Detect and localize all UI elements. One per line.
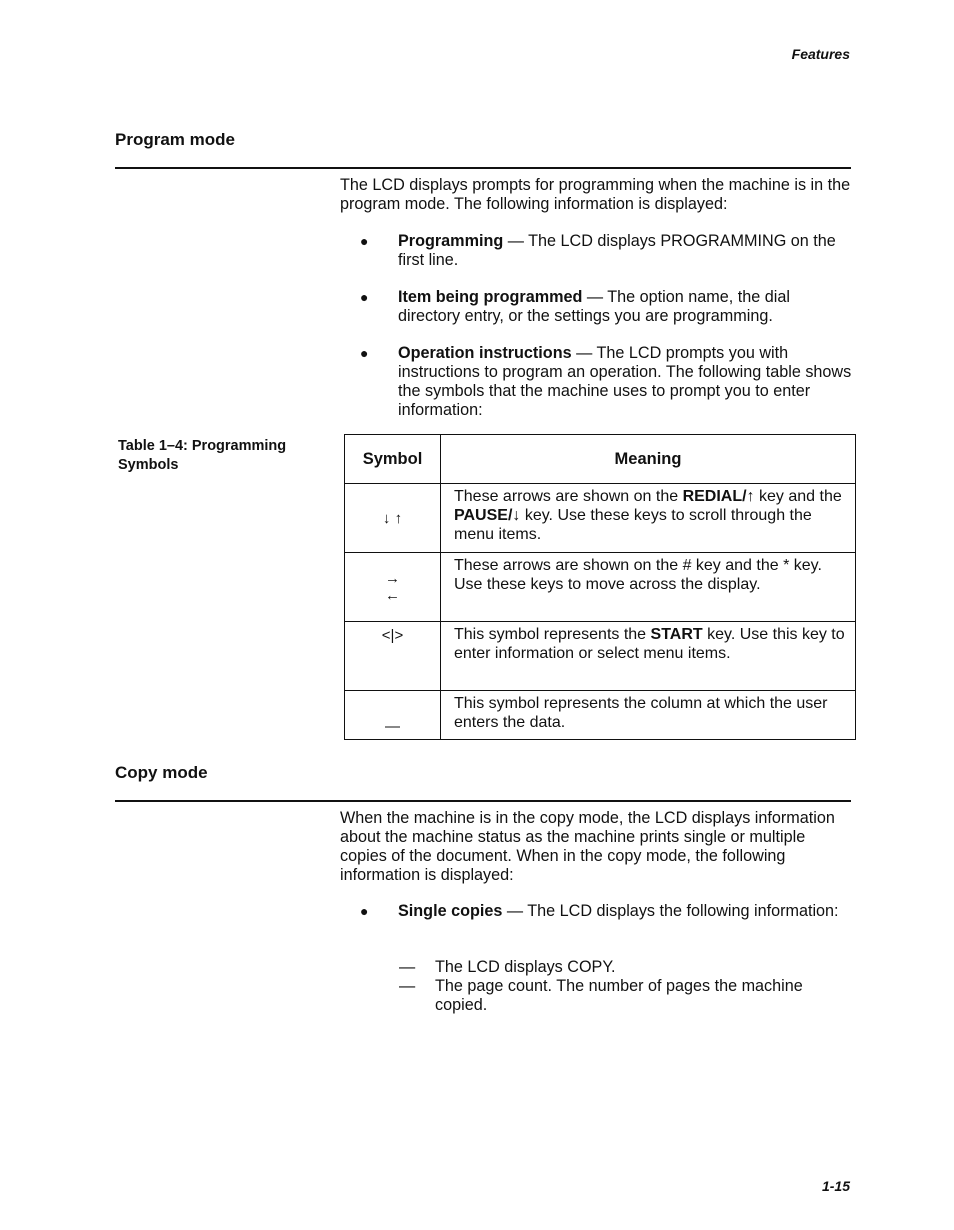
copy-mode-intro: When the machine is in the copy mode, the LCD displays information about the machine status as the machine prints single or multiple copies of the document. When in the copy mode, the following information is displayed:	[340, 809, 835, 884]
program-mode-bullets	[358, 232, 853, 438]
section-rule	[115, 800, 851, 802]
programming-symbols-table	[344, 434, 856, 740]
bullet-icon: ●	[360, 345, 369, 361]
meaning-cell: This symbol represents the column at which the user enters the data.	[441, 691, 856, 740]
meaning-cell: These arrows are shown on the # key and the * key. Use these keys to move across the display.	[441, 553, 856, 622]
program-mode-intro: The LCD displays prompts for programming when the machine is in the program mode. The following information is displayed:	[340, 176, 851, 213]
table-header-meaning: Meaning	[441, 435, 856, 484]
table-caption: Table 1–4: Programming Symbols	[118, 438, 287, 473]
symbol-cell: <|>	[345, 622, 441, 691]
table-row	[345, 622, 856, 691]
symbol-cell: —	[345, 691, 441, 740]
table-header-symbol: Symbol	[345, 435, 441, 484]
page-number: 1-15	[821, 1178, 850, 1194]
table-row	[345, 553, 856, 622]
dash-icon: —	[399, 958, 416, 976]
list-item: ● Item being programmed — The option name, the dial directory entry, or the settings you are programming.	[360, 288, 790, 325]
list-item: ● Operation instructions — The LCD prompts you with instructions to program an operation. The following table shows the symbols that the machine uses to prompt you to enter information:	[360, 344, 852, 419]
list-item: — The page count. The number of pages the machine copied.	[399, 977, 803, 1014]
symbol-cell: → ←	[345, 553, 441, 622]
table-row	[345, 484, 856, 553]
symbol-cell: ↓ ↑	[345, 484, 441, 553]
bullet-icon: ●	[360, 903, 369, 919]
meaning-cell: This symbol represents the START key. Use this key to enter information or select menu items.	[441, 622, 856, 691]
bullet-icon: ●	[360, 233, 369, 249]
section-title-program-mode: Program mode	[115, 130, 235, 149]
section-title-copy-mode: Copy mode	[115, 763, 208, 782]
table-row	[345, 691, 856, 740]
copy-mode-bullets	[358, 902, 853, 939]
dash-icon: —	[399, 977, 416, 995]
list-item: ● Single copies — The LCD displays the following information:	[360, 902, 839, 920]
list-item: — The LCD displays COPY.	[399, 958, 616, 976]
list-item: ● Programming — The LCD displays PROGRAMMING on the first line.	[360, 232, 836, 269]
section-rule	[115, 167, 851, 169]
meaning-cell: These arrows are shown on the REDIAL/↑ key and the PAUSE/↓ key. Use these keys to scroll through the menu items.	[441, 484, 856, 553]
copy-mode-dash-list	[397, 958, 857, 1015]
running-head: Features	[791, 46, 850, 62]
bullet-icon: ●	[360, 289, 369, 305]
